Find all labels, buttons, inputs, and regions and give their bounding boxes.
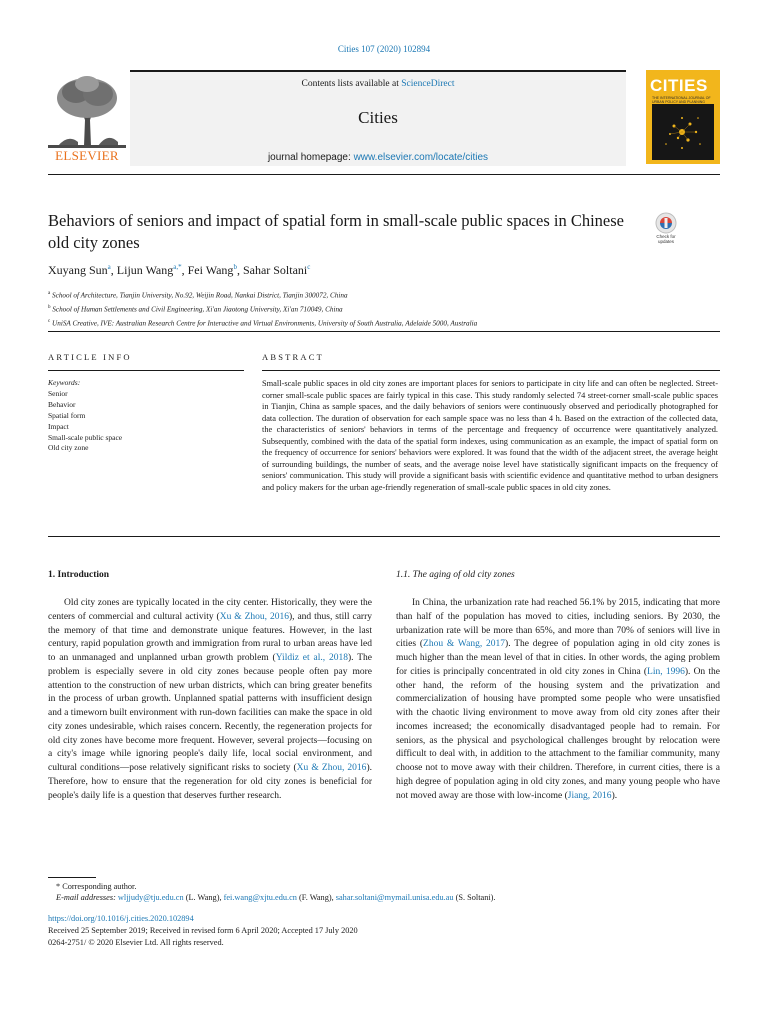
abstract-heading: ABSTRACT xyxy=(262,352,324,362)
citation-link[interactable]: Lin, 1996 xyxy=(647,666,685,677)
affiliation-marker: b xyxy=(48,304,51,310)
check-for-updates-badge[interactable] xyxy=(648,212,684,250)
copyright-notice: 0264-2751/ © 2020 Elsevier Ltd. All rights reserved. xyxy=(48,938,224,947)
email-addresses xyxy=(48,892,720,903)
citation-link[interactable]: Zhou & Wang, 2017 xyxy=(423,639,506,650)
crossmark-label xyxy=(648,234,684,244)
elsevier-logo[interactable] xyxy=(48,72,126,164)
crossmark-label-line2: updates xyxy=(657,239,674,244)
contents-prefix: Contents lists available at xyxy=(301,79,402,89)
author-affiliation-marker[interactable]: b xyxy=(233,263,237,271)
footnotes xyxy=(48,881,720,904)
subsection-heading-aging: 1.1. The aging of old city zones xyxy=(396,570,515,580)
abstract-text: Small-scale public spaces in old city zones are important places for seniors to participate in city life and can often be neglected. Street-corner small-scale public spaces are fairly typical in this case. This study randomly selected 74 street-corner small-scale public spaces in Tianjin, China as sample spaces, and the daily behaviors of seniors were continuously observed and periodically photographed for data collection. The duration of observation for each sample space was no less than 4 h. Based on the extraction of the collected data, the characteristics of seniors' behaviors in terms of the percentage and frequency of occurrence were quantitatively analyzed. Subsequently, combined with the data of the spatial form indexes, using communication as an example, the impact of spatial form on the frequency of occurrence for seniors' behaviors were explored. It was found that the width of the adjacent street, the average height of surrounding buildings, the number of seats, and the average noise level have statistically significant impacts on the frequency of seniors' communication. This study will provide a significant basis with scientific evidence and quantitative method to urban designers and policy makers for the urban age-friendly regeneration of small-scale public spaces in old city zones. xyxy=(262,379,718,492)
header-divider xyxy=(48,174,720,175)
homepage-prefix: journal homepage: xyxy=(267,152,354,163)
corresponding-author-note: * Corresponding author. xyxy=(56,882,137,891)
affiliation-list xyxy=(48,288,720,330)
aging-paragraph xyxy=(396,597,720,803)
crossmark-label-line1: Check for xyxy=(656,234,676,239)
keywords-label: Keywords: xyxy=(48,378,81,387)
keyword-item: Behavior xyxy=(48,399,76,409)
publication-info xyxy=(48,913,720,949)
received-dates: Received 25 September 2019; Received in revised form 6 April 2020; Accepted 17 July 2020 xyxy=(48,926,358,935)
author-separator: , xyxy=(110,263,117,277)
footnote-divider xyxy=(48,877,96,878)
author-affiliation-marker[interactable]: c xyxy=(307,263,311,271)
keyword-item: Old city zone xyxy=(48,443,89,453)
email-label: E-mail addresses: xyxy=(56,893,116,903)
email-owner: (S. Soltani). xyxy=(453,893,496,903)
crossmark-icon xyxy=(648,212,684,234)
author-name: Fei Wang xyxy=(187,263,234,277)
affiliation xyxy=(48,288,720,302)
keyword-item: Impact xyxy=(48,421,69,431)
email-link[interactable]: wljjudy@tju.edu.cn xyxy=(117,893,184,903)
abstract-end-divider xyxy=(48,536,720,537)
citation-link[interactable]: Xu & Zhou, 2016 xyxy=(296,763,367,773)
author-separator: , xyxy=(181,263,188,277)
email-link[interactable]: fei.wang@xjtu.edu.cn xyxy=(223,893,297,903)
citation-link[interactable]: Jiang, 2016 xyxy=(567,790,612,801)
author-list xyxy=(48,263,720,278)
text-run: ). Therefore, how to ensure that the regeneration for old city zones is beneficial for people's daily life is a question that deserves further research. xyxy=(48,763,372,801)
homepage-link[interactable]: www.elsevier.com/locate/cities xyxy=(353,152,489,163)
text-run: ). The problem is especially severe in old city zones because people often pay more attention to the construction of new urban districts, which can bring greater benefits in the process of urban growth. Unplanned spatial patterns with insufficient design and a timeworn built environment with run-down facilities can make the space in old city zones undesirable, which raises concern. Recently, the regeneration projects for old city zones have become more frequent. However, several projects—focusing on a city's image while ignoring people's daily life, local social environment, and cultural conditions—pose relatively significant risks to society ( xyxy=(48,653,372,773)
text-run: ). On the other hand, the reform of the housing system and the privatization and commercialization of housing have prompted some people who were unsatisfied with the chaotic living environment to move away from old city zones after their incomes increased; the economically disadvantaged people had to remain. For seniors, as the physical and psychological challenges brought by relocation were difficult to deal with, in addition to the attachment to the familiar community, many choose not to move away with their children. Therefore, in current cities, there is a high degree of population aging in old city zones, and many young people who have not moved away are those with low-income ( xyxy=(396,666,720,801)
text-run: Old city zones are typically located in the city center. Historically, they were the centers of commercial and cultural activity ( xyxy=(48,598,372,622)
affiliation-marker: a xyxy=(48,291,51,296)
city-lights-icon xyxy=(652,104,714,160)
author-separator: , xyxy=(236,263,243,277)
keyword-item: Small-scale public space xyxy=(48,432,123,442)
email-list xyxy=(118,893,496,902)
author-divider xyxy=(48,331,720,332)
keyword-item: Senior xyxy=(48,388,68,398)
paper-title: Behaviors of seniors and impact of spatial form in small-scale public spaces in Chinese old city zones xyxy=(48,211,624,252)
affiliation-text: School of Architecture, Tianjin University, No.92, Weijin Road, Nankai District, Tianjin 300072, China xyxy=(50,291,348,300)
elsevier-wordmark: ELSEVIER xyxy=(55,148,119,163)
email-owner: (L. Wang), xyxy=(183,893,224,903)
citation-link[interactable]: Xu & Zhou, 2016 xyxy=(219,611,289,622)
journal-title: Cities xyxy=(358,108,398,127)
article-info-divider xyxy=(48,370,244,371)
abstract-divider xyxy=(262,370,720,371)
author-name: Xuyang Sun xyxy=(48,263,108,277)
citation-link[interactable]: Yildiz et al., 2018 xyxy=(275,653,348,663)
keyword-item: Spatial form xyxy=(48,410,86,420)
introduction-paragraph xyxy=(48,597,372,803)
cover-image xyxy=(652,104,714,160)
author-name: Sahar Soltani xyxy=(242,263,308,277)
affiliation-text: School of Human Settlements and Civil Engineering, Xi'an Jiaotong University, Xi'an 710049, China xyxy=(50,305,343,314)
text-run: ), and thus, still carry the memory of that time and demonstrate unique features. However, in the last century, rapid population growth and immigration from rural to urban areas have led to an unmanaged and unplanned urban growth problem ( xyxy=(48,611,372,663)
contents-line xyxy=(130,79,626,89)
keywords-block xyxy=(48,378,244,454)
email-link[interactable]: sahar.soltani@mymail.unisa.edu.au xyxy=(335,893,454,903)
cover-subtitle: THE INTERNATIONAL JOURNAL OF URBAN POLICY AND PLANNING xyxy=(652,96,711,104)
article-info-heading: ARTICLE INFO xyxy=(48,352,132,362)
affiliation-marker: c xyxy=(48,318,51,324)
author-affiliation-marker[interactable]: a xyxy=(107,263,111,271)
text-run: ). The degree of population aging in old city zones is much higher than the mean level of that in cities. In other words, the aging problem for cities is principally concentrated in old city zones in China ( xyxy=(396,639,720,677)
journal-homepage xyxy=(130,152,626,163)
doi-link[interactable]: https://doi.org/10.1016/j.cities.2020.102894 xyxy=(48,914,194,923)
text-run: ). xyxy=(611,790,618,801)
affiliation-text: UniSA Creative, IVE: Australian Research Centre for Interactive and Virtual Environments, University of South Australia, Adelaide 5000, Australia xyxy=(50,319,478,328)
email-owner: (F. Wang), xyxy=(296,893,336,903)
journal-citation[interactable]: Cities 107 (2020) 102894 xyxy=(337,44,431,54)
affiliation xyxy=(48,316,720,330)
journal-masthead xyxy=(130,70,626,166)
section-heading-introduction: 1. Introduction xyxy=(48,570,110,580)
author-name: Lijun Wang xyxy=(116,263,174,277)
journal-cover[interactable] xyxy=(646,70,720,164)
sciencedirect-link[interactable]: ScienceDirect xyxy=(401,79,455,89)
affiliation xyxy=(48,302,720,316)
text-run: In China, the urbanization rate had reached 56.1% by 2015, indicating that more than half of the population has moved to cities, including seniors. By 2030, the urbanization rate will be more than 65%, and more than 70% of seniors will live in cities ( xyxy=(396,598,720,650)
cover-title: CITIES xyxy=(650,76,708,95)
author-affiliation-marker[interactable]: a,* xyxy=(173,263,182,271)
keywords-list xyxy=(48,389,244,454)
elsevier-tree-icon xyxy=(48,72,126,148)
